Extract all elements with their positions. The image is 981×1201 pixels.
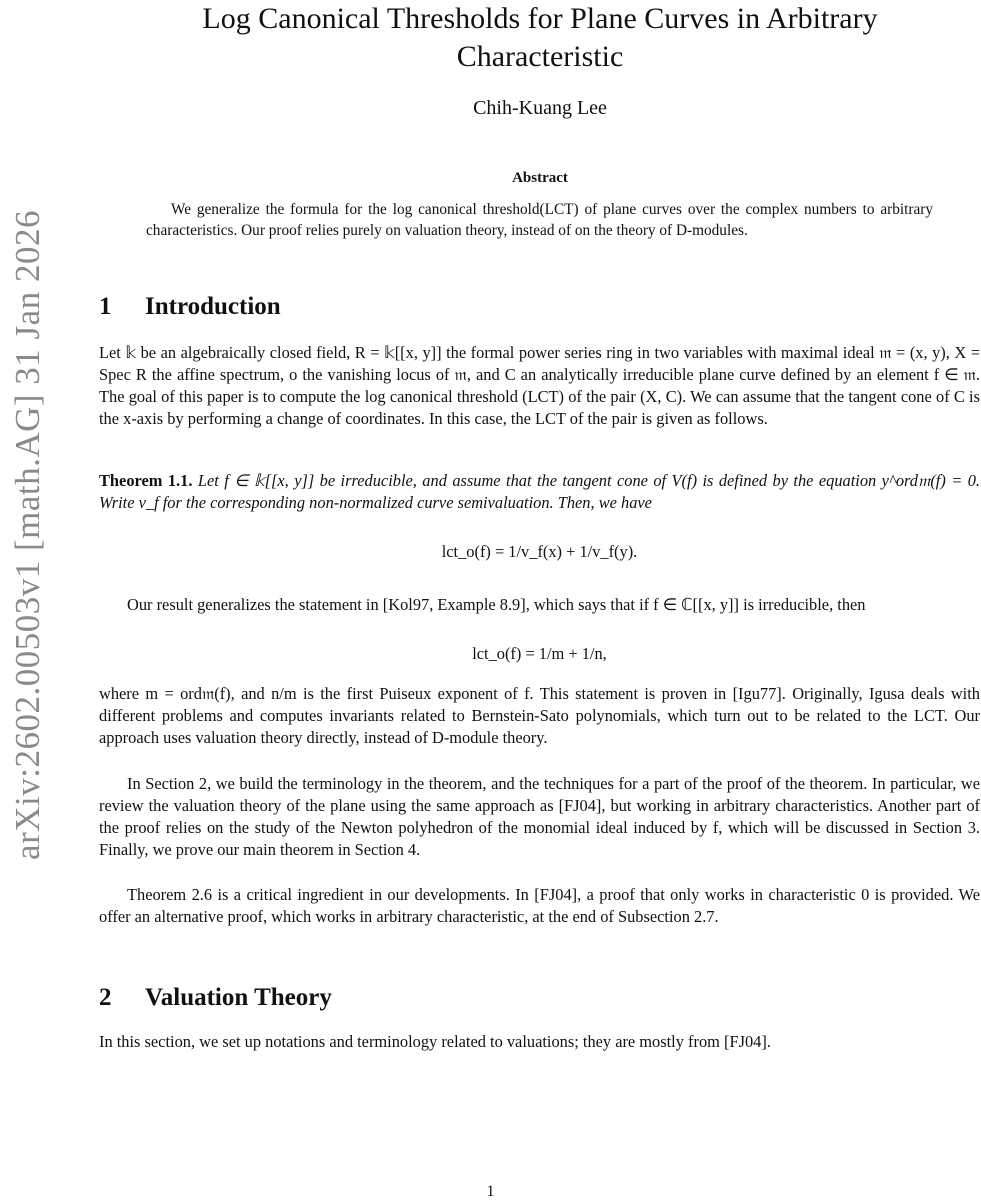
page-number: 1 <box>486 1183 495 1200</box>
title-line-1: Log Canonical Thresholds for Plane Curves in Arbitrary <box>202 2 878 35</box>
abstract-body: We generalize the formula for the log canonical threshold(LCT) of plane curves over the complex numbers to arbitrary characteristics. Our proof relies purely on valuation theory, instead of on the theory of D-modules. <box>146 201 933 239</box>
section-title: Introduction <box>145 293 281 320</box>
theorem-statement: Let f ∈ 𝕜[[x, y]] be irreducible, and assume that the tangent cone of V(f) is defined by the equation y^ord𝔪(f) = 0. Write v_f for the corresponding non-normalized curve semivaluation. Then, we have <box>99 471 981 512</box>
title-line-2: Characteristic <box>456 40 624 73</box>
result-paragraph: Our result generalizes the statement in [Kol97, Example 8.9], which says that if f ∈ ℂ[[x, y]] is irreducible, then <box>127 595 866 614</box>
abstract-heading: Abstract <box>512 170 568 186</box>
section-number: 1 <box>99 293 112 320</box>
section-title: Valuation Theory <box>145 984 332 1011</box>
theorem-label: Theorem 1.1. <box>99 471 193 490</box>
section-overview-paragraph: In Section 2, we build the terminology in the theorem, and the techniques for a part of the proof of the theorem. In particular, we review the valuation theory of the plane using the same approach as [FJ04], but working in arbitrary characteristics. Another part of the proof relies on the study of the Newton polyhedron of the monomial ideal induced by f, which will be discussed in Section 3. Finally, we prove our main theorem in Section 4. <box>99 774 980 859</box>
section-number: 2 <box>99 984 112 1011</box>
theorem-2-6-paragraph: Theorem 2.6 is a critical ingredient in our developments. In [FJ04], a proof that only works in characteristic 0 is provided. We offer an alternative proof, which works in arbitrary characteristic, at the end of Subsection 2.7. <box>99 885 980 926</box>
section-heading-introduction <box>99 293 281 321</box>
arxiv-identifier-text: arXiv:2602.00503v1 [math.AG] 31 Jan 2026 <box>8 210 48 860</box>
theorem-1-1 <box>99 470 980 514</box>
intro-paragraph: Let 𝕜 be an algebraically closed field, R = 𝕜[[x, y]] the formal power series ring in two variables with maximal ideal 𝔪 = (x, y), X = Spec R the affine spectrum, o the vanishing locus of 𝔪, and C an analytically irreducible plane curve defined by an element f ∈ 𝔪. The goal of this paper is to compute the log canonical threshold (LCT) of the pair (X, C). We can assume that the tangent cone of C is the x-axis by performing a change of coordinates. In this case, the LCT of the pair is given as follows. <box>99 343 980 428</box>
arxiv-identifier-stamp <box>0 190 56 880</box>
author-name: Chih-Kuang Lee <box>473 97 607 119</box>
paper-title <box>130 0 950 76</box>
puiseux-paragraph: where m = ord𝔪(f), and n/m is the first Puiseux exponent of f. This statement is proven in [Igu77]. Originally, Igusa deals with different problems and computes invariants related to Bernstein-Sato polynomials, which turn out to be related to the LCT. Our approach uses valuation theory directly, instead of D-module theory. <box>99 684 980 747</box>
valuation-intro-paragraph: In this section, we set up notations and terminology related to valuations; they are mostly from [FJ04]. <box>99 1032 771 1051</box>
kollar-formula: lct_o(f) = 1/m + 1/n, <box>472 644 607 663</box>
section-heading-valuation-theory <box>99 984 332 1012</box>
theorem-formula: lct_o(f) = 1/v_f(x) + 1/v_f(y). <box>441 542 638 561</box>
